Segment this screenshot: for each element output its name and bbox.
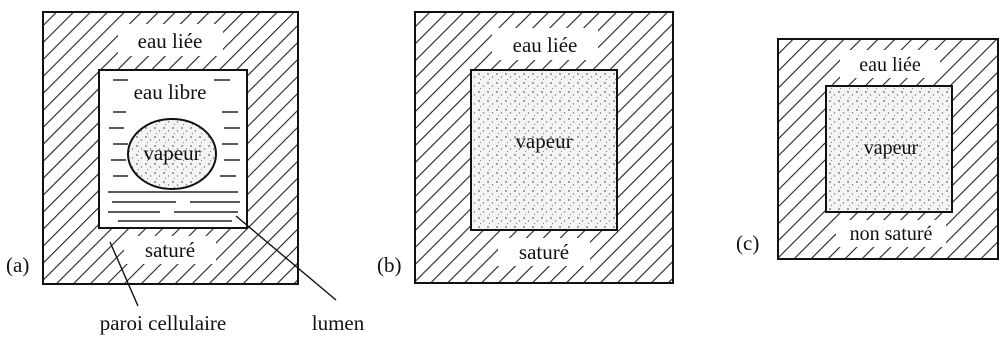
cell-wall-callout: paroi cellulaire (99, 311, 227, 335)
panel-b-vapour-label: vapeur (515, 129, 573, 153)
panel-c-state-label: non saturé (849, 223, 933, 245)
panel-c-outer-label: eau liée (859, 54, 921, 76)
panel-a-vapour-label: vapeur (143, 141, 201, 165)
panel-c-vapour-label: vapeur (863, 137, 919, 159)
panel-b-outer-label: eau liée (512, 33, 578, 57)
panel-c-letter: (c) (736, 231, 760, 255)
panel-a-letter: (a) (6, 253, 30, 277)
panel-a (6, 12, 365, 335)
panel-b (377, 12, 673, 283)
panel-a-outer-label: eau liée (137, 29, 203, 53)
panel-a-free-water-label: eau libre (133, 80, 207, 104)
panel-a-state-label: saturé (144, 238, 196, 262)
panel-b-letter: (b) (377, 253, 402, 277)
panel-c (736, 39, 998, 259)
panel-b-state-label: saturé (518, 240, 570, 264)
lumen-callout: lumen (311, 311, 365, 335)
